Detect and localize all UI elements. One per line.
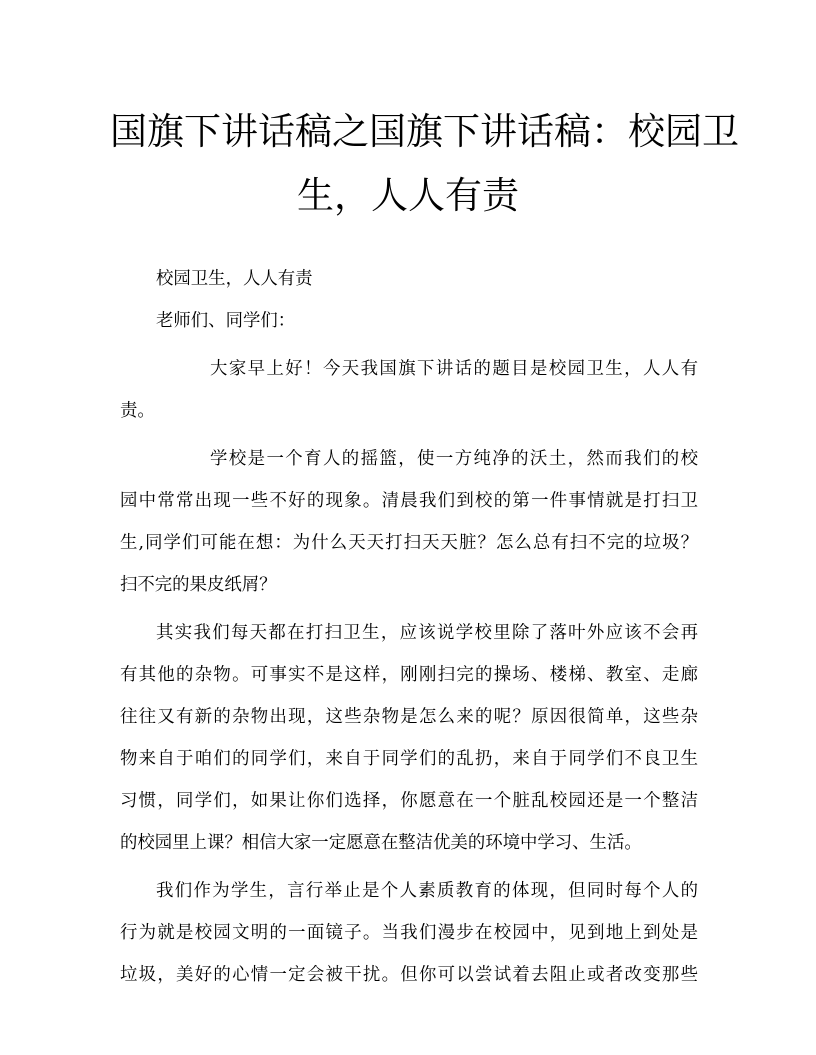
paragraph-2 [120, 438, 698, 606]
paragraph-line: 我们作为学生，言行举止是个人素质教育的体现，但同时每个人的 [156, 881, 698, 901]
paragraph-line: 习惯，同学们，如果让你们选择，你愿意在一个脏乱校园还是一个整洁 [120, 791, 698, 811]
paragraph-line: 园中常常出现一些不好的现象。清晨我们到校的第一件事情就是打扫卫 [120, 491, 698, 511]
paragraph-line: 的校园里上课？相信大家一定愿意在整洁优美的环境中学习、生活。 [120, 833, 642, 853]
title-line-2: 生，人人有责 [297, 174, 519, 217]
paragraph-3 [120, 612, 698, 864]
title-line-1: 国旗下讲话稿之国旗下讲话稿：校园卫 [110, 110, 739, 153]
paragraph-line: 垃圾，美好的心情一定会被干扰。但你可以尝试着去阻止或者改变那些 [120, 965, 698, 985]
paragraph-1 [120, 348, 698, 432]
paragraph-line: 有其他的杂物。可事实不是这样，刚刚扫完的操场、楼梯、教室、走廊 [120, 665, 698, 685]
paragraph-line: 其实我们每天都在打扫卫生，应该说学校里除了落叶外应该不会再 [156, 623, 698, 643]
paragraph-line: 物来自于咱们的同学们，来自于同学们的乱扔，来自于同学们不良卫生 [120, 749, 698, 769]
document-body [120, 258, 698, 996]
subtitle-text: 校园卫生，人人有责 [156, 269, 313, 289]
greeting-text: 老师们、同学们： [156, 311, 296, 331]
paragraph-line: 往往又有新的杂物出现，这些杂物是怎么来的呢？原因很简单，这些杂 [120, 707, 698, 727]
document-title [110, 100, 739, 228]
paragraph-line: 行为就是校园文明的一面镜子。当我们漫步在校园中，见到地上到处是 [120, 923, 698, 943]
paragraph-line: 学校是一个育人的摇篮，使一方纯净的沃土，然而我们的校 [210, 449, 698, 469]
paragraph-line: 生,同学们可能在想：为什么天天打扫天天脏？怎么总有扫不完的垃圾？ [120, 533, 699, 553]
paragraph-line: 扫不完的果皮纸屑？ [120, 575, 277, 595]
paragraph-4 [120, 870, 698, 996]
paragraph-line: 大家早上好！今天我国旗下讲话的题目是校园卫生，人人有 [210, 359, 698, 379]
paragraph-line: 责。 [120, 401, 155, 421]
